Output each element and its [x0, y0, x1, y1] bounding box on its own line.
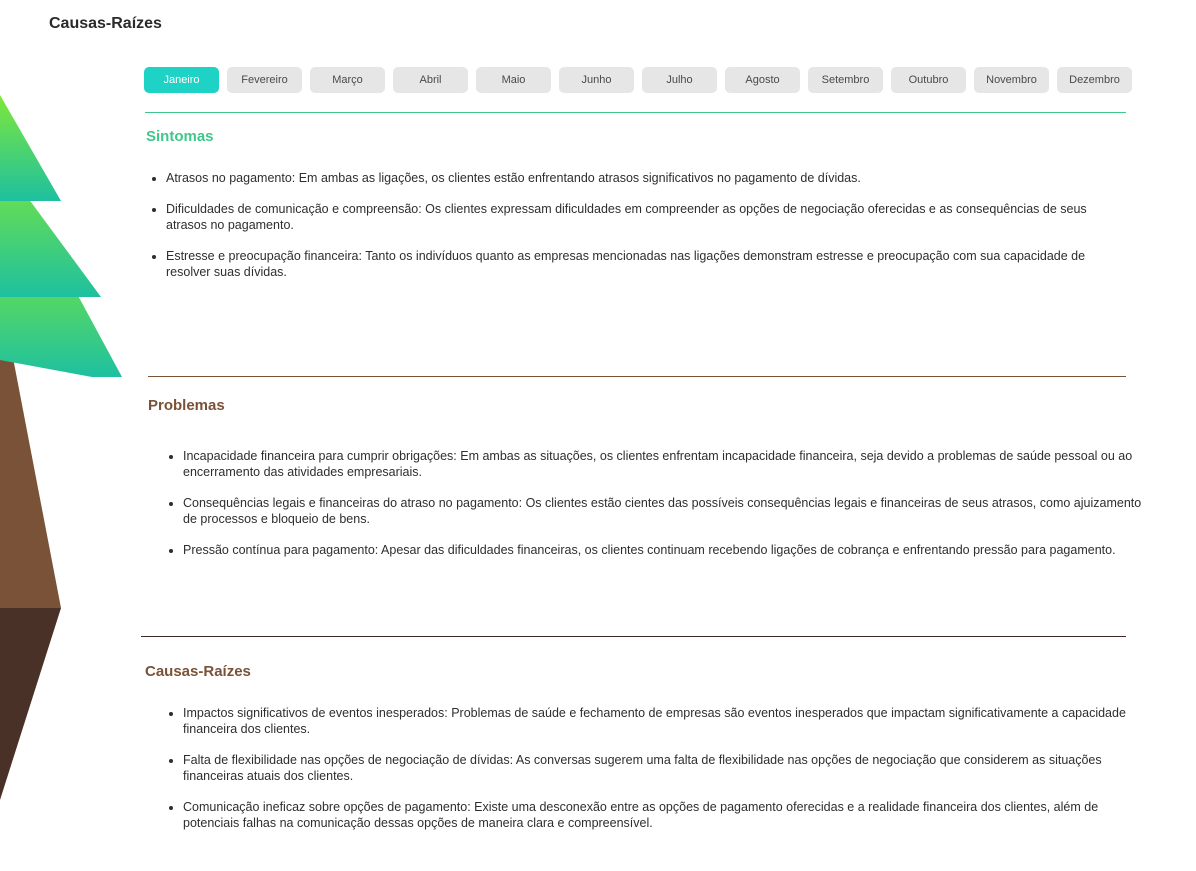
- tab-dezembro[interactable]: Dezembro: [1057, 67, 1132, 93]
- symptoms-divider: [145, 112, 1126, 113]
- tab-outubro[interactable]: Outubro: [891, 67, 966, 93]
- list-item: • Consequências legais e financeiras do atraso no pagamento: Os clientes estão cientes das possíveis consequências legais e financeiras de seus atrasos, como ajuizamento de processos e bloqueio de bens.: [183, 495, 1151, 527]
- list-item: • Estresse e preocupação financeira: Tanto os indivíduos quanto as empresas mencionadas nas ligações demonstram estresse e preocupação com sua capacidade de resolver suas dívidas.: [166, 248, 1116, 280]
- tree-illustration: [0, 0, 130, 871]
- tab-junho[interactable]: Junho: [559, 67, 634, 93]
- root-causes-title: Causas-Raízes: [145, 663, 251, 680]
- tab-setembro[interactable]: Setembro: [808, 67, 883, 93]
- tab-marco[interactable]: Março: [310, 67, 385, 93]
- tab-maio[interactable]: Maio: [476, 67, 551, 93]
- list-item: • Incapacidade financeira para cumprir obrigações: Em ambas as situações, os clientes enfrentam incapacidade financeira, seja devido a problemas de saúde pessoal ou ao encerramento das atividades empresariais.: [183, 448, 1151, 480]
- list-item: • Comunicação ineficaz sobre opções de pagamento: Existe uma desconexão entre as opções de pagamento oferecidas e a realidade financeira dos clientes, além de potenciais falhas na comunicação dessas opções de maneira clara e compreensível.: [183, 799, 1143, 831]
- tab-janeiro[interactable]: Janeiro: [144, 67, 219, 93]
- problems-title: Problemas: [148, 397, 225, 414]
- tab-novembro[interactable]: Novembro: [974, 67, 1049, 93]
- list-item: • Dificuldades de comunicação e compreensão: Os clientes expressam dificuldades em compreender as opções de negociação oferecidas e as consequências de seus atrasos no pagamento.: [166, 201, 1116, 233]
- problems-divider: [148, 376, 1126, 377]
- tab-agosto[interactable]: Agosto: [725, 67, 800, 93]
- tab-fevereiro[interactable]: Fevereiro: [227, 67, 302, 93]
- symptoms-title: Sintomas: [146, 128, 214, 145]
- tab-julho[interactable]: Julho: [642, 67, 717, 93]
- tree-root: [0, 608, 61, 800]
- list-item: • Falta de flexibilidade nas opções de negociação de dívidas: As conversas sugerem uma falta de flexibilidade nas opções de negociação que considerem as situações financeiras atuais dos clientes.: [183, 752, 1143, 784]
- tab-abril[interactable]: Abril: [393, 67, 468, 93]
- problems-list: [165, 448, 1151, 573]
- list-item: • Atrasos no pagamento: Em ambas as ligações, os clientes estão enfrentando atrasos significativos no pagamento de dívidas.: [166, 170, 1116, 186]
- page-title: Causas-Raízes: [49, 15, 162, 32]
- month-tabs: [144, 67, 1132, 93]
- root-causes-divider: [141, 636, 1126, 637]
- root-causes-list: [165, 705, 1143, 846]
- list-item: • Impactos significativos de eventos inesperados: Problemas de saúde e fechamento de empresas são eventos inesperados que impactam significativamente a capacidade financeira dos clientes.: [183, 705, 1143, 737]
- list-item: • Pressão contínua para pagamento: Apesar das dificuldades financeiras, os clientes continuam recebendo ligações de cobrança e enfrentando pressão para pagamento.: [183, 542, 1151, 558]
- symptoms-list: [148, 170, 1116, 295]
- tree-leaves-top: [0, 95, 61, 201]
